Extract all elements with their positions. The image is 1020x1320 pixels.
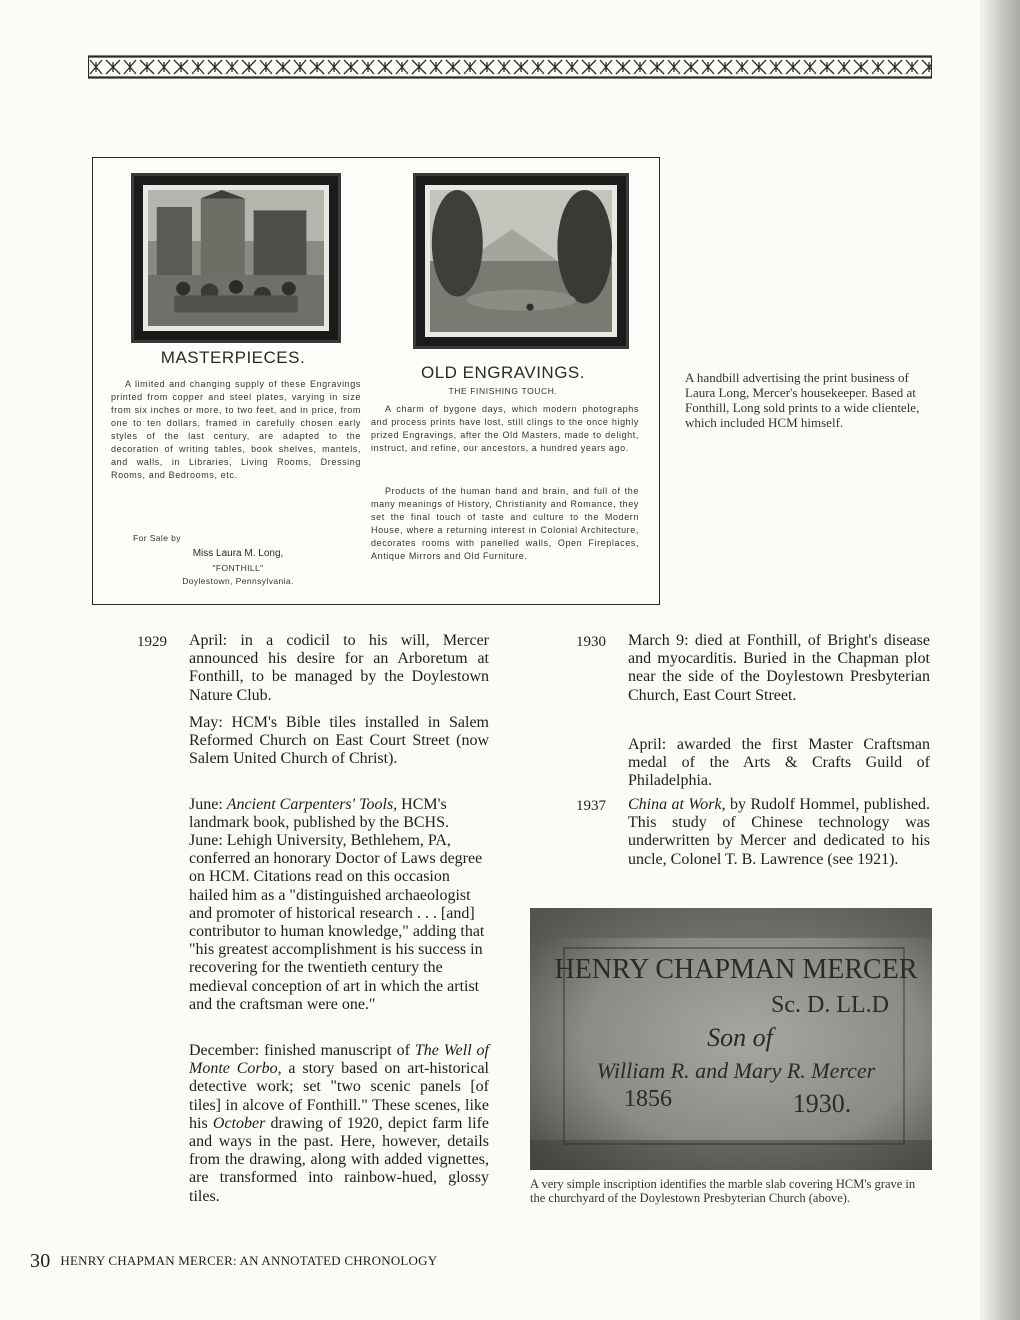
seller-name: Miss Laura M. Long, — [192, 548, 284, 559]
old-engravings-para1: A charm of bygone days, which modern photographs and process prints have lost, still clings to the once highly prized Engravings, after the Old Masters, made to delight, instruct, and refine, our ancestors, a hundred years ago. — [371, 404, 639, 453]
decorative-border — [88, 54, 932, 80]
inscription-line-3: Son of — [707, 1023, 773, 1052]
june-book-rest: HCM's landmark book, published by the BCHS. — [189, 796, 449, 832]
entry-1929-june-book — [189, 796, 489, 832]
for-sale-label: For Sale by — [133, 533, 181, 543]
year-1929: 1929 — [137, 634, 167, 650]
entry-1929-may: May: HCM's Bible tiles installed in Salem Reformed Church on East Court Street (now Salem United Church of Christ). — [189, 714, 489, 768]
china-at-work-title: China at Work, — [628, 796, 726, 813]
year-1930: 1930 — [576, 634, 606, 650]
drawing-title: October — [212, 1114, 266, 1132]
december-mid: a story based on art-historical detective work; set "two scenic panels [of tiles] in alcove of Fonthill." These scenes, like his — [189, 1060, 489, 1132]
entry-1930-march: March 9: died at Fonthill, of Bright's disease and myocarditis. Buried in the Chapman plot near the side of the Doylestown Presbyterian Church, East Court Street. — [628, 632, 930, 704]
seller-place: "FONTHILL" — [212, 563, 264, 573]
old-engravings-title: OLD ENGRAVINGS. — [421, 363, 585, 382]
handbill — [92, 157, 660, 605]
masterpieces-body: A limited and changing supply of these Engravings printed from copper and steel plates, varying in size from six inches or more, to two feet, and in price, from one to ten dollars, framed in carefully chosen early styles of the last century, are adapted to the decoration of writing tables, book shelves, mantels, and walls, in Libraries, Living Rooms, Dressing Rooms, and Bedrooms, etc. — [111, 379, 361, 480]
gravestone-caption: A very simple inscription identifies the marble slab covering HCM's grave in the churchyard of the Doylestown Presbyterian Church (above). — [530, 1177, 916, 1205]
old-engravings-para2: Products of the human hand and brain, and full of the many meanings of History, Christianity and Romance, they set the final touch of taste and culture to the Modern House, where a returning interest in Colonial Architecture, decorates rooms with panelled walls, Open Fireplaces, Antique Mirrors and Old Furniture. — [371, 486, 639, 561]
entry-1929-april: April: in a codicil to his will, Mercer announced his desire for an Arboretum at Fonthill, to be managed by the Doylestown Nature Club. — [189, 632, 489, 704]
inscription-death-year: 1930. — [792, 1089, 852, 1118]
page-edge-shadow — [980, 0, 1020, 1320]
entry-1937-rest: by Rudolf Hommel, published. This study of Chinese technology was underwritten by Mercer and dedicated to his uncle, Colonel T. B. Lawrence (see 1921). — [628, 796, 931, 868]
gravestone-photo — [530, 908, 932, 1170]
page-footer — [30, 1250, 437, 1273]
inscription-line-1: HENRY CHAPMAN MERCER — [554, 954, 918, 985]
december-rest: drawing of 1920, depict farm life and ways in the past. Here, however, details from the drawing, along with added vignettes, are transformed into rainbow-hued, glossy tiles. — [189, 1114, 490, 1205]
inscription-birth-year: 1856 — [624, 1086, 672, 1112]
entry-1937 — [628, 796, 930, 869]
june-prefix: June: — [189, 796, 227, 813]
village-scene-engraving — [148, 190, 324, 326]
engraving-frame-right — [413, 173, 629, 349]
december-prefix: December: finished manuscript of — [189, 1042, 415, 1059]
entry-1930-april: April: awarded the first Master Craftsman medal of the Arts & Crafts Guild of Philadelphia. — [628, 736, 930, 790]
manuscript-title: The Well of Monte Corbo, — [189, 1042, 490, 1078]
landscape-engraving — [430, 190, 612, 332]
book-title: Ancient Carpenters' Tools, — [226, 796, 398, 813]
page-number: 30 — [30, 1250, 51, 1272]
entry-1929-june-degree: June: Lehigh University, Bethlehem, PA, conferred an honorary Doctor of Laws degree on HCM. Citations read on this occasion hailed him as a "distinguished archaeologist and promoter of historical research . . . [and] contributor to human knowledge," adding that "his greatest accomplishment is his success in recovering for the twentieth century the medieval conception of art in which the artist and the craftsman were one." — [189, 832, 485, 1013]
marble-slab-image — [530, 908, 932, 1170]
running-title: HENRY CHAPMAN MERCER: AN ANNOTATED CHRONOLOGY — [60, 1253, 438, 1268]
entry-1929-december — [189, 1042, 489, 1206]
inscription-line-4: William R. and Mary R. Mercer — [596, 1058, 876, 1083]
inscription-line-2: Sc. D. LL.D — [771, 992, 889, 1018]
finishing-touch-subtitle: THE FINISHING TOUCH. — [448, 386, 558, 396]
year-1937: 1937 — [576, 798, 606, 814]
handbill-caption: A handbill advertising the print business of Laura Long, Mercer's housekeeper. Based at Fonthill, Long sold prints to a wide clientele, which included HCM himself. — [685, 370, 920, 430]
masterpieces-title: MASTERPIECES. — [160, 348, 306, 367]
engraving-frame-left — [131, 173, 341, 343]
seller-address: Doylestown, Pennsylvania. — [182, 576, 294, 586]
